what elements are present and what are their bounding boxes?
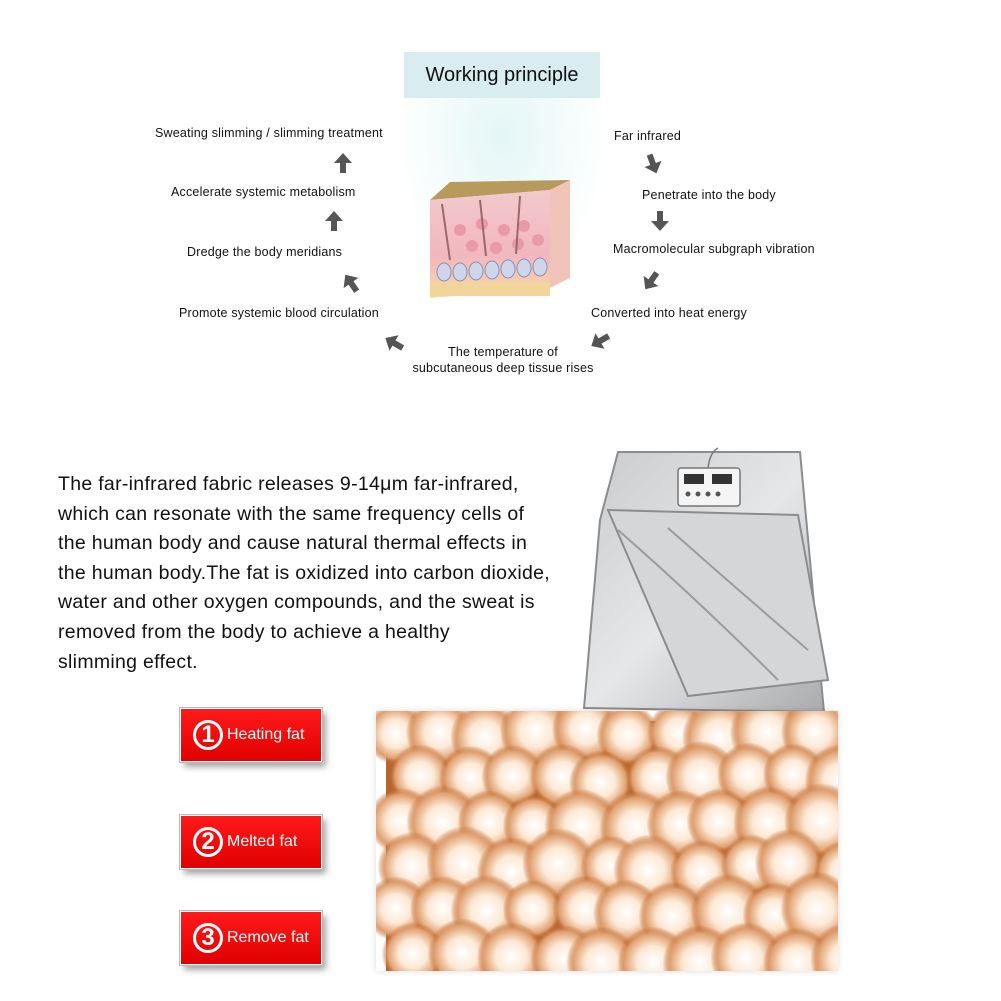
step-number: 3 [193,923,223,953]
description-line: the human body.The fat is oxidized into carbon dioxide, [58,561,551,584]
fat-step-label: Heating fat [227,726,305,743]
arrow-icon [333,152,353,174]
step-temperature-line1: The temperature of [448,345,558,359]
step-number: 1 [193,720,223,750]
page-title: Working principle [404,52,600,98]
skin-layers-illustration [420,160,580,310]
description-line: the human body and cause natural thermal effects in [58,532,528,555]
fat-step-label: Remove fat [227,929,309,946]
arrow-icon [324,210,344,232]
arrow-icon [640,150,666,178]
description [58,470,618,677]
description-line: slimming effect. [58,650,198,673]
fat-step-label: Melted fat [227,833,298,850]
step-temperature [398,344,608,376]
fat-step-melted [180,815,322,869]
arrow-icon [336,268,365,297]
step-meridians: Dredge the body meridians [187,245,343,259]
step-metabolism: Accelerate systemic metabolism [171,185,356,199]
step-temperature-line2: subcutaneous deep tissue rises [412,361,594,375]
step-number: 2 [193,827,223,857]
fat-step-heating [180,708,322,762]
step-penetrate: Penetrate into the body [642,188,776,202]
description-line: water and other oxygen compounds, and the sweat is [58,591,535,614]
arrow-icon [636,266,665,295]
description-line: which can resonate with the same frequency cells of [58,502,525,525]
step-circulation: Promote systemic blood circulation [179,306,379,320]
fat-step-remove [180,911,322,965]
step-heat-energy: Converted into heat energy [591,306,747,320]
arrow-icon [650,210,670,232]
step-far-infrared: Far infrared [614,129,682,143]
description-line: removed from the body to achieve a healthy [58,620,450,643]
sauna-blanket-illustration [578,440,840,715]
description-line: The far-infrared fabric releases 9-14μm far-infrared, [58,473,519,495]
step-vibration: Macromolecular subgraph vibration [613,242,815,256]
step-sweating: Sweating slimming / slimming treatment [155,126,383,140]
fat-cells-illustration [376,711,838,971]
